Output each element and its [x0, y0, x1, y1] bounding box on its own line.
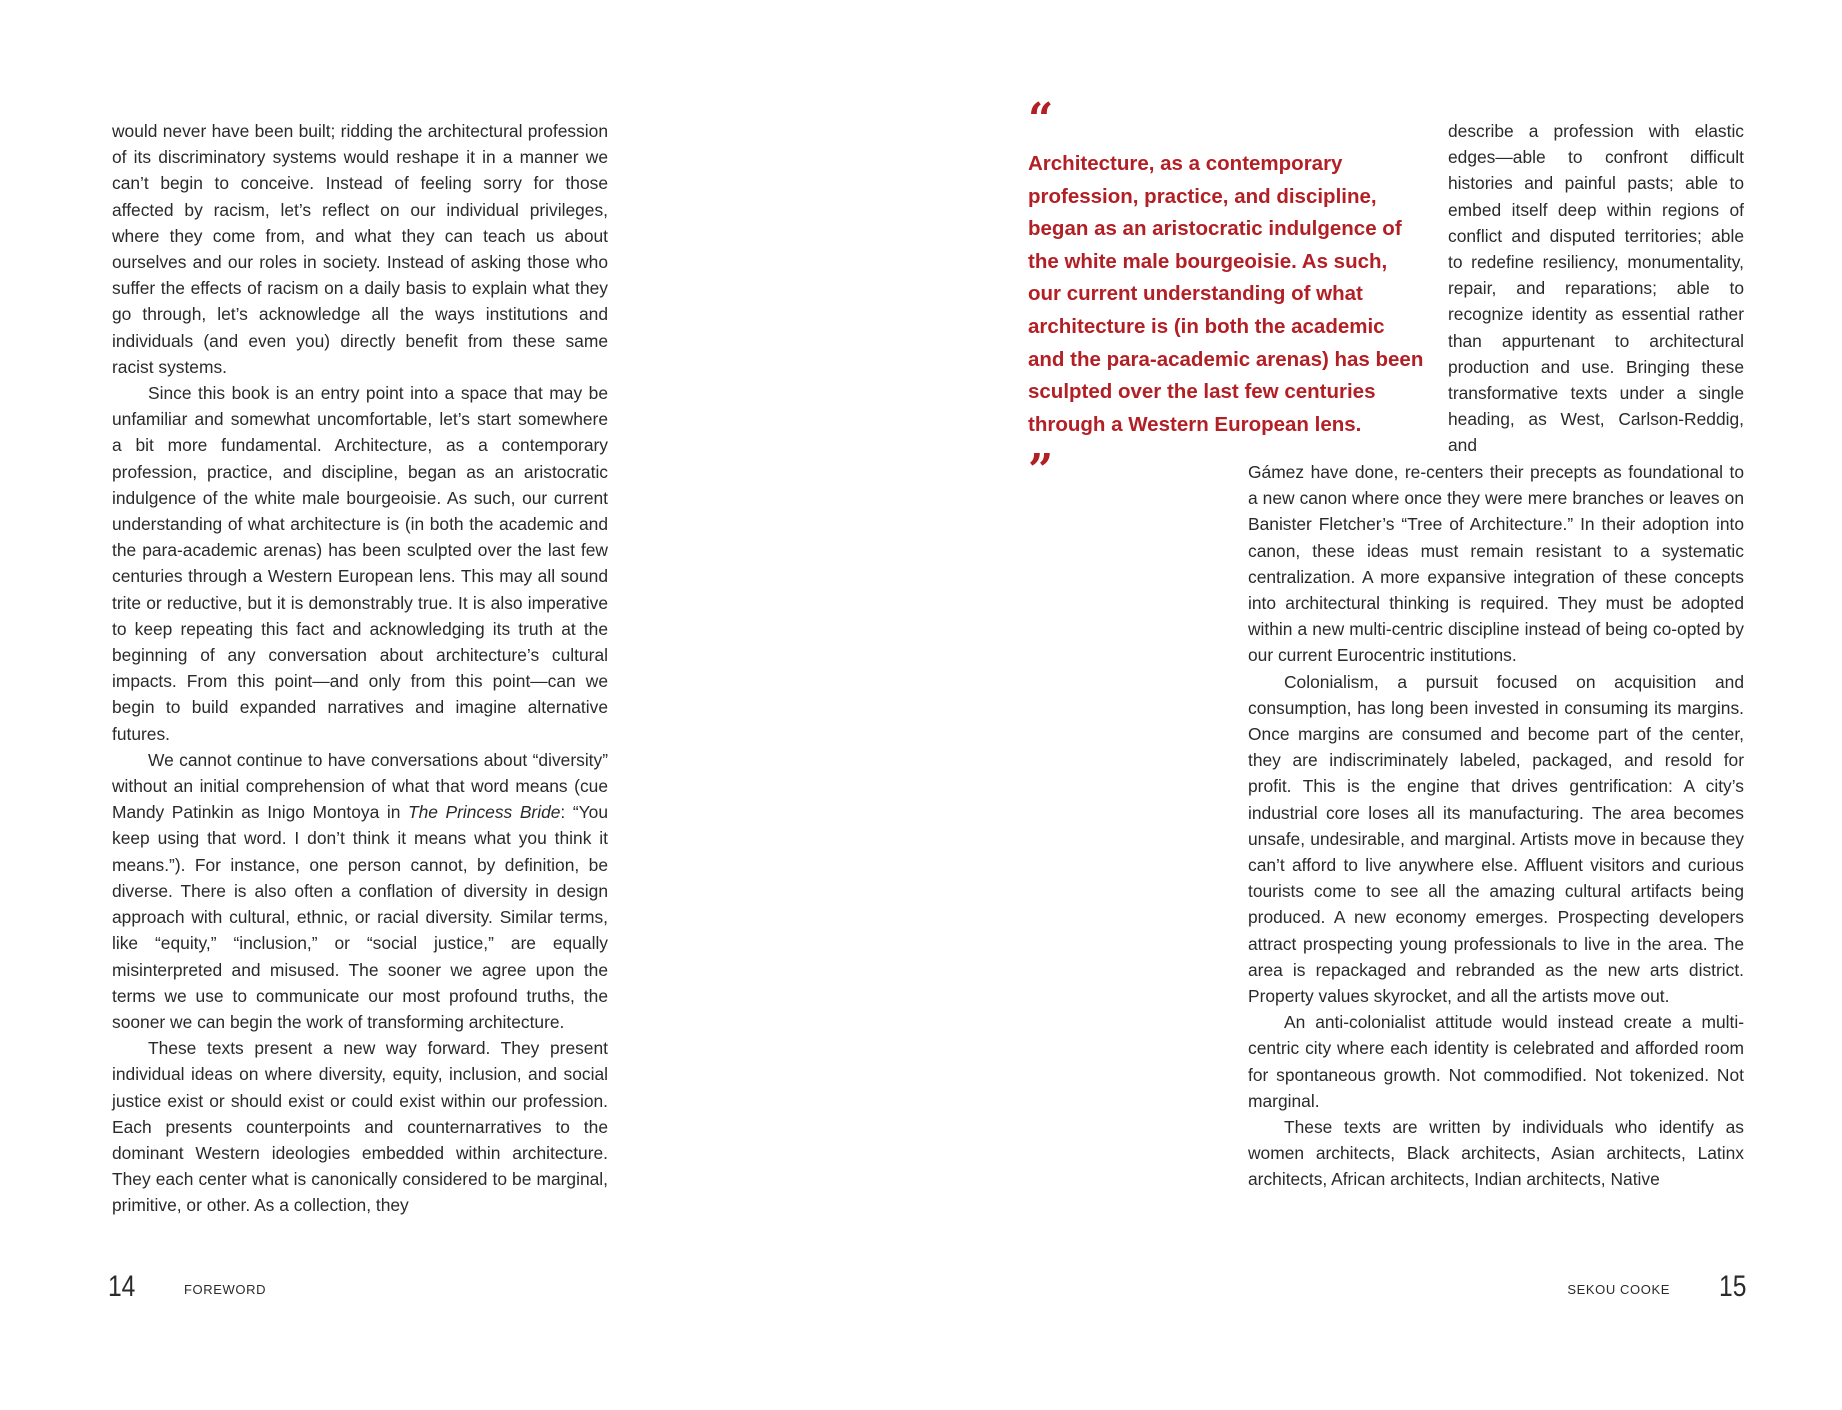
close-quote-icon: ”: [1028, 445, 1052, 497]
paragraph: [112, 747, 608, 1035]
paragraph: describe a profession with elastic edges—able to confront difficult histories and painful pasts; able to embed itself deep within regions of conflict and disputed territories; able to redefine resiliency, monumentality, repair, and reparations; able to recognize identity as essential rather than appurtenant to architectural production and use. Bringing these transformative texts under a single heading, as West, Carlson-Reddig, and: [1448, 121, 1744, 456]
left-body-column: [112, 118, 608, 1219]
paragraph: Gámez have done, re-centers their precepts as foundational to a new canon where once they were mere branches or leaves on Banister Fletcher’s “Tree of Architecture.” In their adoption into canon, these ideas must remain resistant to a systematic centralization. A more expansive integration of these concepts into architectural thinking is required. They must be adopted within a new multi-centric discipline instead of being co-opted by our current Eurocentric institutions.: [1248, 462, 1744, 666]
pull-quote: [1028, 94, 1448, 497]
paragraph: would never have been built; ridding the architectural profession of its discriminatory systems would reshape it in a manner we can’t begin to conceive. Instead of feeling sorry for those affected by racism, let’s reflect on our individual privileges, where they come from, and what they can teach us about ourselves and our roles in society. Instead of asking those who suffer the effects of racism on a daily basis to explain what they go through, let’s acknowledge all the ways institutions and individuals (and even you) directly benefit from these same racist systems.: [112, 121, 608, 377]
paragraph: Since this book is an entry point into a space that may be unfamiliar and somewhat uncomfortable, let’s start somewhere a bit more fundamental. Architecture, as a contemporary profession, practice, and discipline, began as an aristocratic indulgence of the white male bourgeoisie. As such, our current understanding of what architecture is (in both the academic and the para-academic arenas) has been sculpted over the last few centuries through a Western European lens. This may all sound trite or reductive, but it is demonstrably true. It is also imperative to keep repeating this fact and acknowledging its truth at the beginning of any conversation about architecture’s cultural impacts. From this point—and only from this point—can we begin to build expanded narratives and imagine alternative futures.: [112, 383, 608, 744]
paragraph-text: : “You keep using that word. I don’t think it means what you think it means.”). For instance, one person cannot, by definition, be diverse. There is also often a conflation of diversity in design approach with cultural, ethnic, or racial diversity. Similar terms, like “equity,” “inclusion,” or “social justice,” are equally misinterpreted and misused. The sooner we agree upon the terms we use to communicate our most profound truths, the sooner we can begin the work of transforming architecture.: [112, 802, 608, 1032]
paragraph: These texts are written by individuals who identify as women architects, Black architects, Asian architects, Latinx architects, African architects, Indian architects, Native: [1248, 1117, 1744, 1190]
paragraph: These texts present a new way forward. They present individual ideas on where diversity, equity, inclusion, and social justice exist or should exist or could exist within our profession. Each presents counterpoints and counternarratives to the dominant Western ideologies embedded within architecture. They each center what is canonically considered to be marginal, primitive, or other. As a collection, they: [112, 1038, 608, 1216]
book-title-italic: The Princess Bride: [407, 802, 561, 823]
page-number: 15: [1719, 1270, 1747, 1303]
right-body-column: [1248, 459, 1744, 1193]
paragraph: Colonialism, a pursuit focused on acquisition and consumption, has long been invested in consuming its margins. Once margins are consumed and become part of the center, they are indiscriminately labeled, packaged, and resold for profit. This is the engine that drives gentrification: A city’s industrial core loses all its manufacturing. The area becomes unsafe, undesirable, and marginal. Artists move in because they can’t afford to live anywhere else. Affluent visitors and curious tourists come to see all the amazing cultural artifacts being produced. A new economy emerges. Prospecting developers attract prospecting young professionals to live in the area. The area is repackaged and rebranded as the new arts district. Property values skyrocket, and all the artists move out.: [1248, 671, 1744, 1007]
running-head: FOREWORD: [184, 1282, 267, 1297]
running-head: SEKOU COOKE: [1567, 1282, 1670, 1297]
page-number: 14: [108, 1270, 136, 1303]
pull-quote-text: Architecture, as a contemporary profession, practice, and discipline, began as an aristocratic indulgence of the white male bourgeoisie. As such, our current understanding of what architecture is (in both the academic and the para-academic arenas) has been sculpted over the last few centuries through a Western European lens.: [1028, 152, 1424, 436]
right-narrow-column: [1448, 118, 1744, 459]
paragraph-text: We cannot continue to have conversations about “diversity” without an initial comprehension of what that word means (cue Mandy Patinkin as Inigo Montoya in: [112, 749, 608, 823]
open-quote-icon: “: [1028, 94, 1052, 145]
paragraph: An anti-colonialist attitude would instead create a multi-centric city where each identity is celebrated and afforded room for spontaneous growth. Not commodified. Not tokenized. Not marginal.: [1248, 1012, 1744, 1111]
